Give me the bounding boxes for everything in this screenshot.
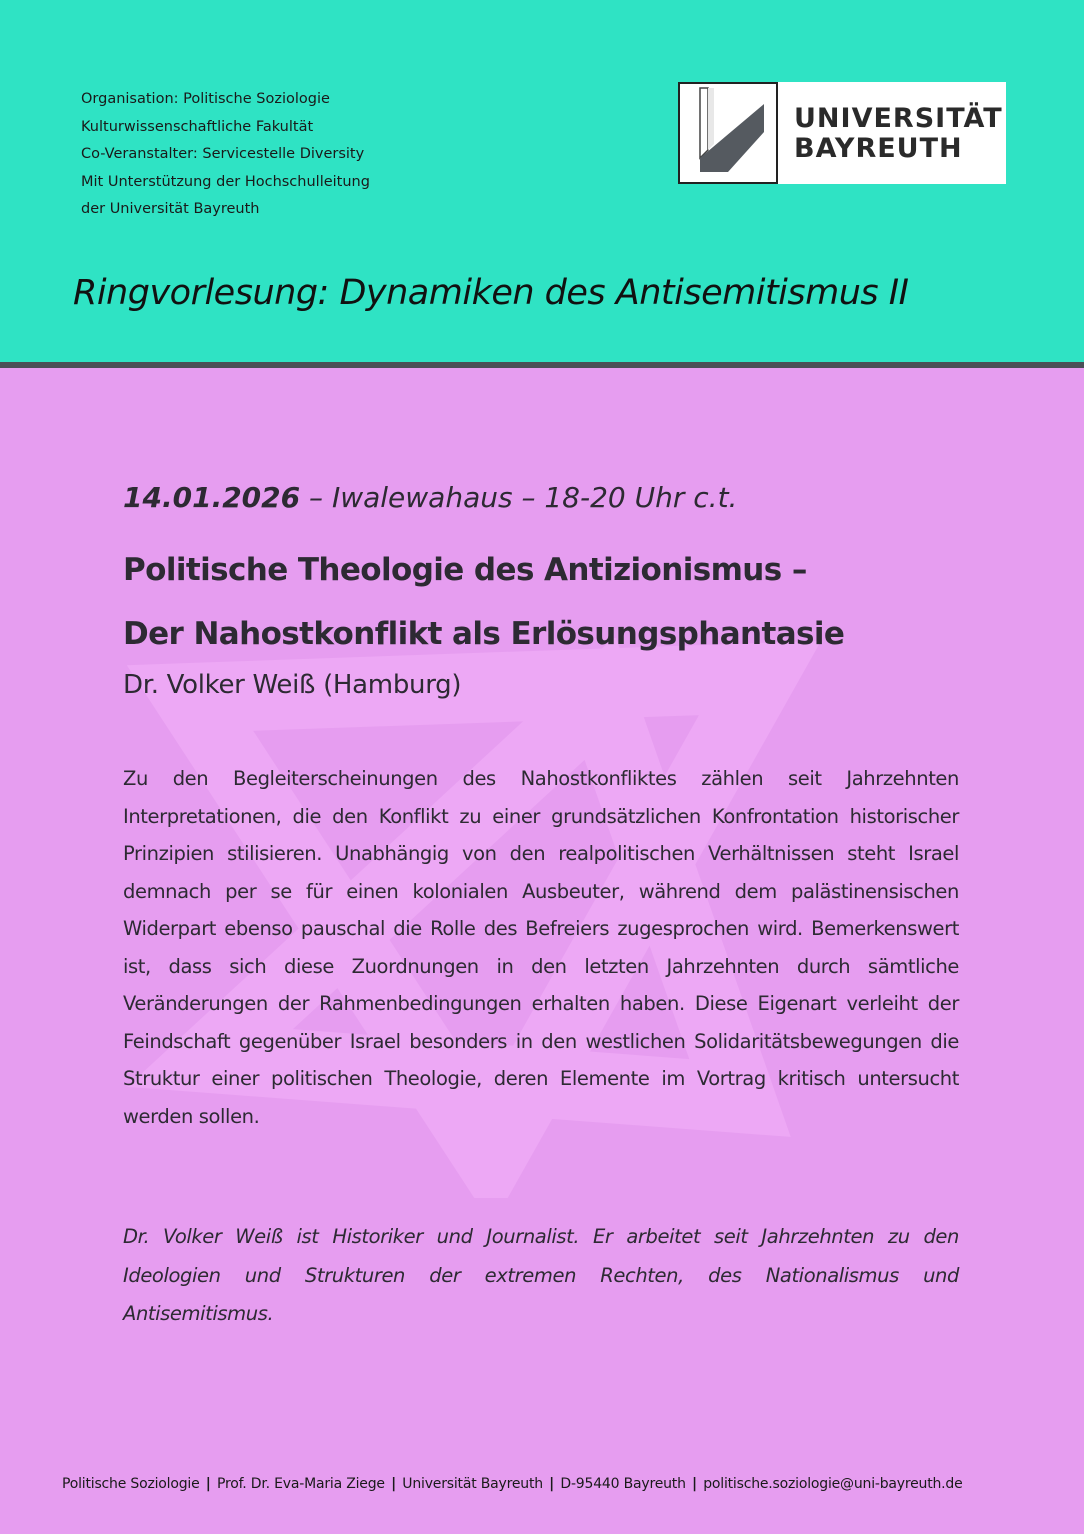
talk-title-line-1: Politische Theologie des Antizionismus –: [123, 552, 807, 588]
footer-separator: |: [549, 1476, 555, 1492]
footer-item: Universität Bayreuth: [402, 1476, 543, 1492]
organizer-line: Organisation: Politische Soziologie: [81, 91, 330, 107]
university-logo: [678, 82, 1006, 184]
talk-title-line-2: Der Nahostkonflikt als Erlösungsphantasie: [123, 616, 845, 652]
logo-line-2: BAYREUTH: [794, 133, 963, 164]
event-date-location: [123, 481, 737, 514]
logo-mark-shape: [680, 84, 776, 182]
organizer-line: Co-Veranstalter: Servicestelle Diversity: [81, 146, 365, 162]
speaker-bio: Dr. Volker Weiß ist Historiker und Journalist. Er arbeitet seit Jahrzehnten zu den Ideologien und Strukturen der extremen Rechten, des Nationalismus und Antisemitismus.: [123, 1225, 959, 1325]
footer-item: Politische Soziologie: [62, 1476, 200, 1492]
footer-email-link[interactable]: politische.soziologie@uni-bayreuth.de: [703, 1476, 963, 1492]
footer-item: Prof. Dr. Eva-Maria Ziege: [216, 1476, 385, 1492]
organizer-line: Kulturwissenschaftliche Fakultät: [81, 118, 314, 135]
footer-separator: |: [205, 1476, 211, 1492]
talk-abstract: Zu den Begleiterscheinungen des Nahostkonfliktes zählen seit Jahrzehnten Interpretationen, die den Konflikt zu einer grundsätzlichen Konfrontation historischer Prinzipien stilisieren. Unabhängig von den realpolitischen Verhältnissen steht Israel demnach per se für einen kolonialen Ausbeuter, während dem palästinensischen Widerpart ebenso pauschal die Rolle des Befreiers zugesprochen wird. Bemerkenswert ist, dass sich diese Zuordnungen in den letzten Jahrzehnten durch sämtliche Veränderungen der Rahmenbedingungen erhalten haben. Diese Eigenart verleiht der Feindschaft gegenüber Israel besonders in den westlichen Solidaritätsbewegungen die Struktur einer politischen Theologie, deren Elemente im Vortrag kritisch untersucht werden sollen.: [123, 767, 959, 1128]
footer-separator: |: [692, 1476, 697, 1492]
talk-title: [123, 538, 973, 666]
footer-separator: |: [391, 1476, 397, 1492]
main-content: [0, 368, 1084, 1534]
footer: [62, 1476, 1042, 1492]
university-bayreuth-logo-mark-icon: [678, 82, 778, 184]
event-date: 14.01.2026: [123, 481, 301, 514]
logo-line-1: UNIVERSITÄT: [794, 103, 1003, 134]
organizer-info: [81, 86, 370, 224]
organizer-line: der Universität Bayreuth: [81, 201, 260, 217]
organizer-line: Mit Unterstützung der Hochschulleitung: [81, 173, 370, 190]
footer-item: D-95440 Bayreuth: [560, 1476, 686, 1492]
series-title: Ringvorlesung: Dynamiken des Antisemitismus II: [73, 273, 909, 313]
logo-wordmark: [794, 104, 1003, 164]
event-details: – Iwalewahaus – 18-20 Uhr c.t.: [300, 481, 738, 514]
speaker-name: Dr. Volker Weiß (Hamburg): [123, 670, 462, 700]
header-banner: [0, 0, 1084, 362]
